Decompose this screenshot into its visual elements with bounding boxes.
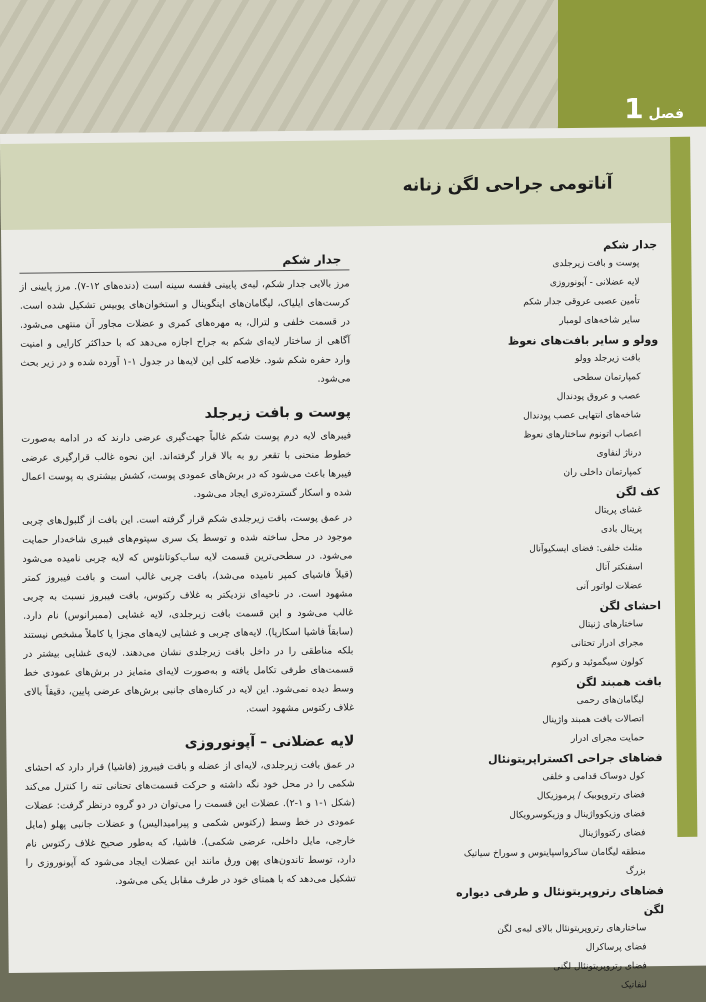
chapter-word: فصل — [648, 106, 684, 122]
outline-heading: فضاهای جراحی اکستراپریتونئال — [487, 751, 663, 766]
outline-item: تأمین عصبی عروقی جدار شکم — [523, 296, 640, 308]
outline-item: فضای رتروپوبیک / پرموزیکال — [536, 790, 646, 802]
title-band — [0, 137, 691, 230]
outline-item: پوست و بافت زیرجلدی — [552, 258, 640, 270]
outline-item: شاخه‌های انتهایی عصب پودندال — [523, 410, 642, 422]
outline-heading: جدار شکم — [603, 238, 658, 252]
outline-item: مجرای ادرار تحتانی — [570, 638, 644, 650]
section-heading: لایه عضلانی – آپونوروزی — [184, 733, 355, 752]
outline-item: فضای رکتوواژینال — [578, 828, 646, 839]
outline-heading: فضاهای رتروپریتونئال و طرفی دیواره لگن — [455, 884, 665, 917]
chapter-outline — [441, 235, 665, 997]
outline-item: لایه عضلانی - آپونوروزی — [549, 277, 640, 289]
section-heading: پوست و بافت زیرجلد — [204, 404, 352, 422]
paragraph: در عمق پوست، بافت زیرجلدی شکم قرار گرفته است. این بافت از گلبول‌های چربی موجود در محل ساخته شده و توسط یک سری سپتوم‌های فیبری شاخه‌دار حمایت می‌شود. در سطحی‌ترین قسمت لایه ساب‌کوتانئوس که لایه چربی نامیده می‌شود (قبلاً فاشیای کمپر نامیده می‌شد)، بافت چربی غالب است و بافت فیبروز کمتر مشهود است. در ناحیه‌ای نزدیکتر به غلاف رکتوس، بافت فیبروز نسبت به چربی غالب می‌شود و این قسمت بافت زیرجلدی، لایه غشایی (ممبرانوس) نام دارد. (سابقاً فاشیا اسکارپا). لایه‌های چربی و غشایی لایه‌های مجزا یا کاملاً مشخص نیستند بلکه مناطقی را در داخل بافت زیرجلدی نشان می‌دهند. لایه‌ی غشایی بیشتر در قسمت‌های طرفی تکامل یافته و به‌صورت لایه‌ای متمایز در برش‌های عمودی خط وسط دیده نمی‌شود. این لایه در کناره‌های جانبی برش‌های عرضی پایین، دقیقاً بالای غلاف رکتوس مشهود است. — [21, 512, 355, 715]
outline-heading: بافت همبند لگن — [576, 675, 662, 689]
outline-item: بافت زیرجلد وولو — [575, 353, 641, 364]
outline-item: اعصاب اتونوم ساختارهای نعوظ — [523, 429, 642, 441]
color-side-bar — [670, 137, 697, 837]
outline-item: مثلث خلفی: فضای ایسکیوآنال — [529, 543, 643, 555]
outline-item: اسفنکتر آنال — [595, 562, 643, 573]
outline-item: اتصالات بافت همبند واژینال — [542, 714, 645, 726]
outline-heading: وولو و سایر بافت‌های نعوظ — [507, 333, 659, 348]
section-heading-abdominal-wall: جدار شکم — [19, 248, 349, 273]
outline-item: پریتال بادی — [600, 524, 643, 535]
outline-heading: کف لگن — [615, 485, 660, 499]
outline-item: کول دوساک قدامی و خلفی — [542, 771, 645, 783]
chapter-number: 1 — [624, 92, 644, 125]
body-text-column — [19, 248, 356, 897]
outline-item: ساختارهای رتروپریتونئال بالای لبه‌ی لگن — [497, 923, 647, 935]
outline-item: فضای رتروپریتونئال لگنی — [553, 961, 647, 973]
paragraph: مرز بالایی جدار شکم، لبه‌ی پایینی قفسه سینه است (دنده‌های ۱۲-۷). مرز پایینی از کرست‌های ایلیاک، لیگامان‌های اینگوینال و استخوان‌های پوبیس تشکیل شده است. در قسمت خلفی و لترال، به مهره‌های کمری و عضلات مجاور آن منتهی می‌شود. آگاهی از ساختار لایه‌ای شکم به جراح اجازه می‌دهد که با حداکثر کارایی و امنیت وارد حفره شکم شود. خلاصه کلی این لایه‌ها در جدول ۱-۱ آورده شده و در زیر بحث می‌شود. — [19, 278, 351, 385]
outline-item: درناژ لنفاوی — [596, 448, 642, 459]
page-texture — [0, 0, 560, 150]
chapter-label — [618, 92, 684, 125]
outline-item: کمپارتمان سطحی — [573, 372, 641, 384]
outline-item: کولون سیگموئید و رکتوم — [551, 657, 644, 669]
outline-item: لیگامان‌های رحمی — [576, 695, 645, 706]
paragraph: در عمق بافت زیرجلدی، لایه‌ای از عضله و بافت فیبروز (فاشیا) قرار دارد که احشای شکمی را در محل خود نگه داشته و حرکت قسمت‌های تحتانی تنه را کنترل می‌کند (شکل ۱-۱ و ۱-۲). عضلات این قسمت را می‌توان در دو گروه درنظر گرفت: عضلات عمودی در خط وسط (رکتوس شکمی و پیرامیدالیس) و عضلات جانبی پهلو (مایل خارجی، مایل داخلی، عرضی شکمی). فاشیا، که به‌طور صحیح غلاف رکتوس نام دارد، توسط تاندون‌های پهن ورق مانند این عضلات ایجاد می‌شود که آپونوروزی را تشکیل می‌دهد که با همتای خود در طرف مقابل یکی می‌شود. — [24, 759, 356, 887]
paragraph: فیبرهای لایه درم پوست شکم غالباً جهت‌گیری عرضی دارند که در ادامه به‌صورت خطوط منحنی با تقعر رو به بالا قرار گرفته‌اند. این نحوه غالب قرارگیری عرضی فیبرها باعث می‌شود که در برش‌های عمودی پوست، کشش بیشتری به پوست اعمال شده و اسکار گسترده‌تری ایجاد می‌شود. — [21, 430, 352, 500]
outline-item: منطقه لیگامان ساکرواسپاینوس و سوراخ سیاتیک بزرگ — [463, 847, 646, 877]
outline-item: حمایت مجرای ادرار — [570, 733, 645, 745]
outline-item: فضای پرساکرال — [585, 942, 647, 953]
page-title: آناتومی جراحی لگن زنانه — [402, 173, 613, 196]
outline-item: عصب و عروق پودندال — [556, 391, 641, 403]
outline-heading: احشای لگن — [599, 599, 662, 613]
outline-item: فضای وزیکوواژینال و وزیکوسرویکال — [509, 809, 646, 821]
outline-item: غشای پریتال — [594, 505, 643, 516]
outline-item: کمپارتمان داخلی ران — [563, 467, 642, 479]
outline-item: سایر شاخه‌های لومبار — [559, 315, 641, 327]
outline-item: لنفاتیک — [620, 980, 648, 991]
chapter-tab — [558, 0, 706, 140]
outline-item: ساختارهای ژنیتال — [578, 619, 644, 630]
outline-item: عضلات لواتور آنی — [576, 581, 643, 592]
book-page — [0, 127, 706, 991]
